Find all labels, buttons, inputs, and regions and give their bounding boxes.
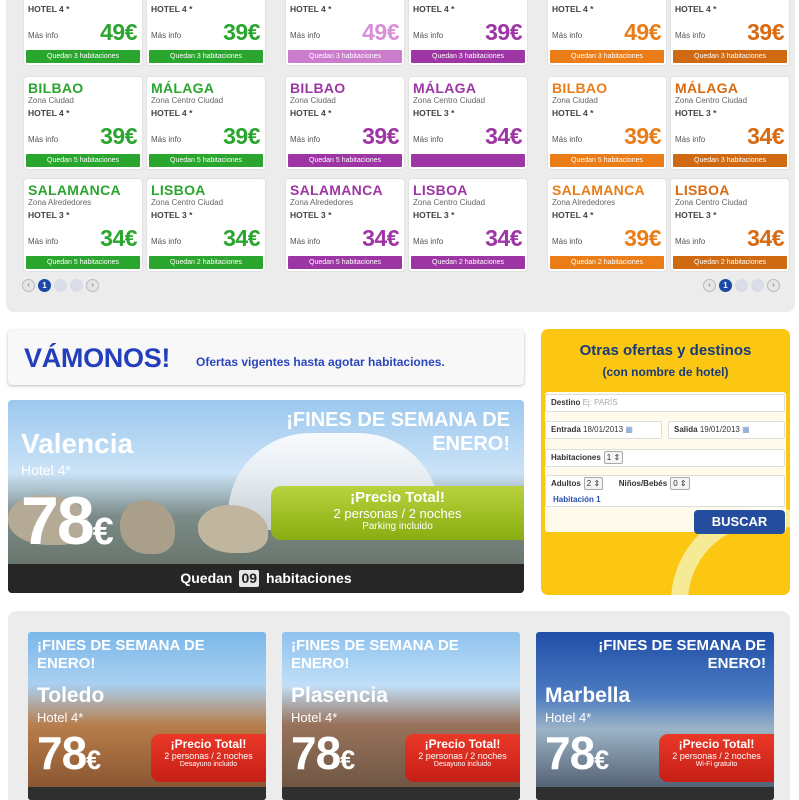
checkin-field[interactable] bbox=[545, 421, 662, 439]
next-page-button[interactable]: › bbox=[86, 279, 99, 292]
more-info-link[interactable]: Más info bbox=[552, 31, 583, 40]
rooms-field[interactable] bbox=[545, 449, 785, 467]
more-info-link[interactable]: Más info bbox=[28, 31, 59, 40]
more-info-link[interactable]: Más info bbox=[28, 237, 59, 246]
offer-price-ribbon bbox=[405, 734, 520, 782]
ribbon-note: Parking incluido bbox=[362, 521, 433, 532]
deal-price: 39€ bbox=[485, 19, 522, 45]
valencia-hero-offer[interactable] bbox=[8, 400, 524, 593]
offer-price bbox=[37, 726, 101, 780]
deal-price: 39€ bbox=[624, 225, 661, 251]
offer-ribbon-subtitle: 2 personas / 2 noches bbox=[164, 751, 253, 761]
offer-price bbox=[545, 726, 609, 780]
deal-hotel-rating: HOTEL 4 * bbox=[413, 4, 455, 14]
more-info-link[interactable]: Más info bbox=[413, 31, 444, 40]
deal-city: BILBAO bbox=[552, 80, 608, 96]
rooms-left-bar: Quedan 3 habitaciones bbox=[411, 50, 525, 63]
page-dot[interactable] bbox=[70, 279, 83, 292]
ribbon-title: ¡Precio Total! bbox=[350, 489, 445, 506]
deal-city: SALAMANCA bbox=[290, 182, 383, 198]
ribbon-subtitle: 2 personas / 2 noches bbox=[333, 506, 462, 521]
calendar-icon[interactable]: ▦ bbox=[625, 425, 633, 434]
deal-hotel-rating: HOTEL 4 * bbox=[675, 4, 717, 14]
hotel-deal-card[interactable] bbox=[409, 77, 527, 169]
deal-city: SALAMANCA bbox=[552, 182, 645, 198]
weekend-offers-section bbox=[8, 611, 790, 800]
offer-ribbon-note: Desayuno incluido bbox=[179, 761, 238, 768]
hotel-deal-card[interactable] bbox=[548, 0, 666, 65]
pager-right bbox=[703, 279, 780, 292]
offer-headline: ¡FINES DE SEMANA DE ENERO! bbox=[291, 637, 459, 672]
rooms-left-bar: Quedan 3 habitaciones bbox=[149, 50, 263, 63]
promo-subtitle: Ofertas vigentes hasta agotar habitaciones. bbox=[196, 355, 445, 369]
deal-price: 39€ bbox=[747, 19, 784, 45]
marbella-offer-card[interactable] bbox=[536, 632, 774, 800]
remaining-prefix: Quedan bbox=[180, 570, 233, 586]
deal-hotel-rating: HOTEL 4 * bbox=[290, 4, 332, 14]
more-info-link[interactable]: Más info bbox=[290, 135, 321, 144]
more-info-link[interactable]: Más info bbox=[413, 135, 444, 144]
hotel-deal-card[interactable] bbox=[409, 179, 527, 271]
deal-city: BILBAO bbox=[28, 80, 84, 96]
offer-ribbon-title: ¡Precio Total! bbox=[424, 737, 501, 751]
rooms-left-bar: Quedan 3 habitaciones bbox=[673, 50, 787, 63]
rooms-remaining-bar bbox=[8, 564, 524, 593]
offer-bottom-strip bbox=[28, 787, 266, 800]
deal-price: 34€ bbox=[100, 225, 137, 251]
page-dot[interactable] bbox=[751, 279, 764, 292]
rooms-left-bar bbox=[411, 154, 525, 167]
offer-city: Plasencia bbox=[291, 684, 388, 707]
deal-hotel-rating: HOTEL 3 * bbox=[675, 108, 717, 118]
deal-hotel-rating: HOTEL 3 * bbox=[413, 210, 455, 220]
more-info-link[interactable]: Más info bbox=[552, 135, 583, 144]
hotel-deal-card[interactable] bbox=[147, 0, 265, 65]
checkin-value: 18/01/2013 bbox=[583, 425, 624, 434]
rooms-left-bar: Quedan 3 habitaciones bbox=[288, 50, 402, 63]
more-info-link[interactable]: Más info bbox=[552, 237, 583, 246]
rooms-left-bar: Quedan 2 habitaciones bbox=[673, 256, 787, 269]
deal-hotel-rating: HOTEL 3 * bbox=[28, 210, 70, 220]
rooms-left-bar: Quedan 5 habitaciones bbox=[550, 154, 664, 167]
offer-hotel: Hotel 4* bbox=[291, 710, 338, 725]
deal-price: 34€ bbox=[485, 123, 522, 149]
offer-ribbon-subtitle: 2 personas / 2 noches bbox=[418, 751, 507, 761]
offer-ribbon-title: ¡Precio Total! bbox=[678, 737, 755, 751]
deal-city: MÁLAGA bbox=[675, 80, 739, 96]
offer-price bbox=[291, 726, 355, 780]
checkout-value: 19/01/2013 bbox=[699, 425, 740, 434]
hero-headline: ¡FINES DE SEMANA DE ENERO! bbox=[286, 409, 510, 455]
page-dot[interactable]: 1 bbox=[719, 279, 732, 292]
promo-header bbox=[8, 330, 524, 385]
offer-price-ribbon bbox=[151, 734, 266, 782]
rooms-left-bar: Quedan 5 habitaciones bbox=[288, 256, 402, 269]
hotel-deal-card[interactable] bbox=[671, 77, 789, 169]
offer-price-value: 78 bbox=[545, 727, 595, 779]
deal-price: 34€ bbox=[485, 225, 522, 251]
children-label: Niños/Bebés bbox=[618, 479, 668, 488]
deal-city: MÁLAGA bbox=[413, 80, 477, 96]
hotel-deal-card[interactable] bbox=[24, 179, 142, 271]
checkout-field[interactable] bbox=[668, 421, 785, 439]
destination-field[interactable] bbox=[545, 394, 785, 412]
checkin-label: Entrada bbox=[551, 425, 581, 434]
offer-headline: ¡FINES DE SEMANA DE ENERO! bbox=[37, 637, 205, 672]
search-button[interactable]: BUSCAR bbox=[694, 510, 785, 534]
search-title: Otras ofertas y destinos bbox=[579, 342, 752, 359]
deal-hotel-rating: HOTEL 4 * bbox=[28, 4, 70, 14]
remaining-suffix: habitaciones bbox=[266, 570, 352, 586]
offer-hotel: Hotel 4* bbox=[545, 710, 592, 725]
offer-headline: ¡FINES DE SEMANA DE ENERO! bbox=[598, 637, 766, 672]
hero-city: Valencia bbox=[21, 428, 134, 459]
adults-select[interactable]: 2 ⇕ bbox=[584, 477, 603, 490]
children-select[interactable]: 0 ⇕ bbox=[670, 477, 689, 490]
deal-price: 34€ bbox=[362, 225, 399, 251]
offer-price-ribbon bbox=[659, 734, 774, 782]
offer-ribbon-note: Wi-Fi gratuito bbox=[695, 761, 738, 768]
rooms-left-bar: Quedan 2 habitaciones bbox=[149, 256, 263, 269]
deal-zone: Zona Alrededores bbox=[552, 198, 616, 207]
page-dot[interactable]: 1 bbox=[38, 279, 51, 292]
hero-currency: € bbox=[92, 511, 114, 553]
rooms-left-bar: Quedan 3 habitaciones bbox=[673, 154, 787, 167]
deal-zone: Zona Alrededores bbox=[290, 198, 354, 207]
hero-hotel: Hotel 4* bbox=[21, 462, 71, 478]
deal-zone: Zona Centro Ciudad bbox=[675, 96, 748, 105]
room-1-link[interactable]: Habitación 1 bbox=[553, 495, 601, 504]
previous-page-button[interactable]: ‹ bbox=[703, 279, 716, 292]
deal-price: 49€ bbox=[624, 19, 661, 45]
deal-city: LISBOA bbox=[151, 182, 206, 198]
offer-city: Toledo bbox=[37, 684, 105, 707]
hero-price-ribbon bbox=[271, 486, 524, 540]
rooms-left-bar: Quedan 3 habitaciones bbox=[550, 50, 664, 63]
more-info-link[interactable]: Más info bbox=[675, 31, 706, 40]
offer-currency: € bbox=[594, 745, 610, 775]
rooms-left-bar: Quedan 5 habitaciones bbox=[26, 154, 140, 167]
deal-price: 34€ bbox=[747, 123, 784, 149]
rooms-left-bar: Quedan 3 habitaciones bbox=[26, 50, 140, 63]
more-info-link[interactable]: Más info bbox=[151, 135, 182, 144]
deal-hotel-rating: HOTEL 3 * bbox=[290, 210, 332, 220]
rooms-left-bar: Quedan 5 habitaciones bbox=[288, 154, 402, 167]
deal-price: 39€ bbox=[362, 123, 399, 149]
hotel-deal-card[interactable] bbox=[409, 0, 527, 65]
rooms-left-bar: Quedan 2 habitaciones bbox=[550, 256, 664, 269]
promo-title: VÁMONOS! bbox=[24, 343, 171, 373]
deal-hotel-rating: HOTEL 4 * bbox=[552, 108, 594, 118]
more-info-link[interactable]: Más info bbox=[675, 135, 706, 144]
rock-image bbox=[120, 500, 175, 554]
pager-left bbox=[22, 279, 99, 292]
more-info-link[interactable]: Más info bbox=[675, 237, 706, 246]
hotel-deal-card[interactable] bbox=[24, 0, 142, 65]
hotel-deal-card[interactable] bbox=[286, 0, 404, 65]
deal-zone: Zona Centro Ciudad bbox=[151, 198, 224, 207]
hotel-deal-card[interactable] bbox=[548, 179, 666, 271]
toledo-offer-card[interactable] bbox=[28, 632, 266, 800]
hotel-deal-card[interactable] bbox=[147, 179, 265, 271]
hotel-deal-card[interactable] bbox=[147, 77, 265, 169]
adults-value: 2 bbox=[586, 479, 592, 488]
deal-city: BILBAO bbox=[290, 80, 346, 96]
plasencia-offer-card[interactable] bbox=[282, 632, 520, 800]
deal-hotel-rating: HOTEL 3 * bbox=[151, 210, 193, 220]
rooms-left-bar: Quedan 2 habitaciones bbox=[411, 256, 525, 269]
deal-hotel-rating: HOTEL 4 * bbox=[151, 4, 193, 14]
rooms-left-bar: Quedan 5 habitaciones bbox=[149, 154, 263, 167]
deal-hotel-rating: HOTEL 3 * bbox=[675, 210, 717, 220]
destination-label: Destino bbox=[551, 398, 581, 407]
offer-currency: € bbox=[340, 745, 356, 775]
hotel-deal-card[interactable] bbox=[286, 77, 404, 169]
deal-hotel-rating: HOTEL 4 * bbox=[552, 4, 594, 14]
deal-price: 39€ bbox=[624, 123, 661, 149]
next-page-button[interactable]: › bbox=[767, 279, 780, 292]
deal-city: MÁLAGA bbox=[151, 80, 215, 96]
deal-city: LISBOA bbox=[413, 182, 468, 198]
offer-hotel: Hotel 4* bbox=[37, 710, 84, 725]
deal-zone: Zona Centro Ciudad bbox=[151, 96, 224, 105]
offer-bottom-strip bbox=[282, 787, 520, 800]
previous-page-button[interactable]: ‹ bbox=[22, 279, 35, 292]
rooms-left-bar: Quedan 5 habitaciones bbox=[26, 256, 140, 269]
deal-zone: Zona Alrededores bbox=[28, 198, 92, 207]
deal-price: 49€ bbox=[100, 19, 137, 45]
hotel-deal-card[interactable] bbox=[548, 77, 666, 169]
hero-price-value: 78 bbox=[21, 483, 93, 559]
more-info-link[interactable]: Más info bbox=[28, 135, 59, 144]
deal-price: 39€ bbox=[100, 123, 137, 149]
search-subtitle: (con nombre de hotel) bbox=[602, 365, 729, 379]
offer-ribbon-note: Desayuno incluido bbox=[433, 761, 492, 768]
deal-price: 34€ bbox=[747, 225, 784, 251]
deal-price: 49€ bbox=[362, 19, 399, 45]
offer-bottom-strip bbox=[536, 787, 774, 800]
calendar-icon[interactable]: ▦ bbox=[742, 425, 750, 434]
page-dot[interactable] bbox=[735, 279, 748, 292]
deal-zone: Zona Ciudad bbox=[552, 96, 598, 105]
deal-price: 39€ bbox=[223, 19, 260, 45]
deal-hotel-rating: HOTEL 4 * bbox=[552, 210, 594, 220]
deal-hotel-rating: HOTEL 4 * bbox=[28, 108, 70, 118]
hotel-deal-card[interactable] bbox=[24, 77, 142, 169]
more-info-link[interactable]: Más info bbox=[151, 237, 182, 246]
offer-ribbon-title: ¡Precio Total! bbox=[170, 737, 247, 751]
search-widget bbox=[541, 329, 790, 595]
deal-zone: Zona Centro Ciudad bbox=[413, 198, 486, 207]
more-info-link[interactable]: Más info bbox=[290, 237, 321, 246]
more-info-link[interactable]: Más info bbox=[151, 31, 182, 40]
offer-price-value: 78 bbox=[37, 727, 87, 779]
rooms-label: Habitaciones bbox=[551, 453, 601, 462]
hero-price bbox=[21, 482, 114, 560]
deal-hotel-rating: HOTEL 3 * bbox=[413, 108, 455, 118]
hotel-deal-card[interactable] bbox=[671, 179, 789, 271]
rooms-counter: 09 bbox=[241, 570, 258, 586]
deal-city: LISBOA bbox=[675, 182, 730, 198]
deal-hotel-rating: HOTEL 4 * bbox=[151, 108, 193, 118]
offer-currency: € bbox=[86, 745, 102, 775]
deal-price: 39€ bbox=[223, 123, 260, 149]
deal-zone: Zona Centro Ciudad bbox=[675, 198, 748, 207]
adults-label: Adultos bbox=[551, 479, 581, 488]
deal-price: 34€ bbox=[223, 225, 260, 251]
deal-zone: Zona Centro Ciudad bbox=[413, 96, 486, 105]
deal-hotel-rating: HOTEL 4 * bbox=[290, 108, 332, 118]
more-info-link[interactable]: Más info bbox=[290, 31, 321, 40]
hotel-deal-card[interactable] bbox=[286, 179, 404, 271]
destination-placeholder: Ej: PARÍS bbox=[582, 398, 618, 407]
more-info-link[interactable]: Más info bbox=[413, 237, 444, 246]
deal-city: SALAMANCA bbox=[28, 182, 121, 198]
page-dot[interactable] bbox=[54, 279, 67, 292]
offer-ribbon-subtitle: 2 personas / 2 noches bbox=[672, 751, 761, 761]
rooms-select[interactable]: 1 ⇕ bbox=[604, 451, 623, 464]
deal-zone: Zona Ciudad bbox=[290, 96, 336, 105]
checkout-label: Salida bbox=[674, 425, 698, 434]
offer-price-value: 78 bbox=[291, 727, 341, 779]
children-value: 0 bbox=[673, 479, 678, 488]
deal-zone: Zona Ciudad bbox=[28, 96, 74, 105]
hotel-deal-card[interactable] bbox=[671, 0, 789, 65]
offer-city: Marbella bbox=[545, 684, 631, 707]
rooms-value: 1 bbox=[606, 453, 612, 462]
